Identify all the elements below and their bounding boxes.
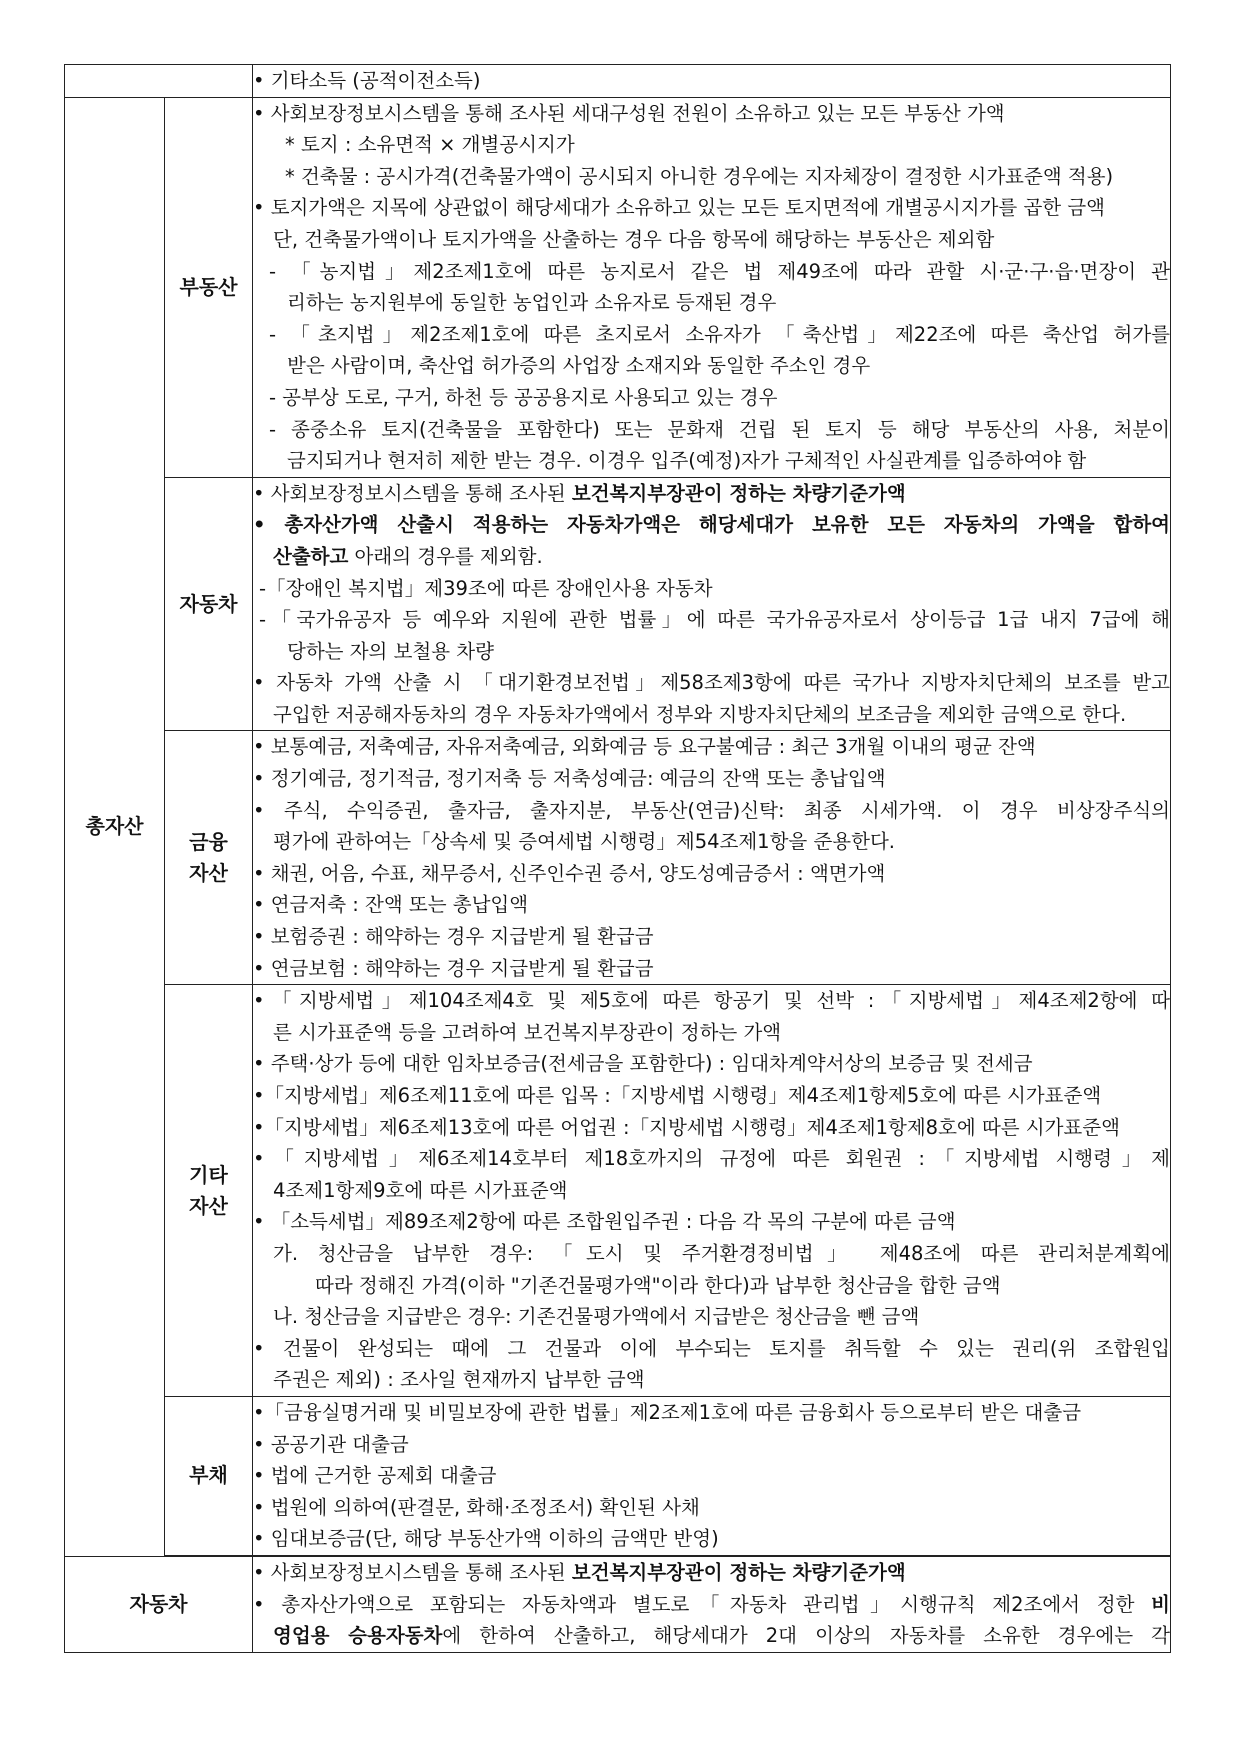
list-item: • 공공기관 대출금	[253, 1432, 409, 1456]
bold-text: 산출하고	[273, 544, 349, 568]
table-row	[65, 731, 1171, 985]
list-item: -「장애인 복지법」제39조에 따른 장애인사용 자동차	[259, 576, 713, 600]
list-item: 단, 건축물가액이나 토지가액을 산출하는 경우 다음 항목에 해당하는 부동산은 제외함	[273, 227, 995, 251]
list-item: 주권은 제외) : 조사일 현재까지 납부한 금액	[273, 1368, 645, 1392]
list-item: -「국가유공자 등 예우와 지원에 관한 법률」에 따른 국가유공자로서 상이등급 1급 내지 7급에 해	[259, 608, 1170, 632]
list-item: •「지방세법」제6조제13호에 따른 어업권 :「지방세법 시행령」제4조제1항제8호에 따른 시가표준액	[253, 1115, 1120, 1139]
label-line: 금융	[189, 829, 228, 854]
table-row	[65, 477, 1171, 731]
list-item: • 기타소득 (공적이전소득)	[253, 69, 481, 92]
table-row	[65, 97, 1171, 477]
car-asset-content	[253, 477, 1171, 731]
text-span: • 사회보장정보시스템을 통해 조사된	[253, 1560, 572, 1584]
other-assets-label	[165, 985, 253, 1397]
list-item: • 법원에 의하여(판결문, 화해·조정조서) 확인된 사채	[253, 1495, 700, 1519]
asset-criteria-table	[64, 64, 1171, 1653]
list-item: • 보험증권 : 해약하는 경우 지급받게 될 환급금	[253, 925, 654, 949]
list-item	[253, 1557, 1170, 1589]
list-item: 구입한 저공해자동차의 경우 자동차가액에서 정부와 지방자치단체의 보조금을 제외한 금액으로 한다.	[273, 702, 1127, 726]
list-item: * 건축물 : 공시가격(건축물가액이 공시되지 아니한 경우에는 지자체장이 결정한 시가표준액 적용)	[285, 164, 1114, 188]
list-item: •「지방세법」제104조제4호 및 제5호에 따른 항공기 및 선박 :「지방세법」제4조제2항에 따	[253, 989, 1170, 1013]
list-item: • 「소득세법」제89조제2항에 따른 조합원입주권 : 다음 각 목의 구분에 따른 금액	[253, 1210, 956, 1234]
list-item: •「금융실명거래 및 비밀보장에 관한 법률」제2조제1호에 따른 금융회사 등으로부터 받은 대출금	[253, 1400, 1082, 1424]
empty-label-cell	[65, 65, 253, 98]
car-content	[253, 1556, 1171, 1652]
text-span: 아래의 경우를 제외함.	[348, 544, 543, 568]
list-item: • 주식, 수익증권, 출자금, 출자지분, 부동산(연금)신탁: 최종 시세가액. 이 경우 비상장주식의	[253, 798, 1170, 822]
list-item	[253, 541, 1170, 573]
list-item: • 자동차 가액 산출 시 「대기환경보전법」제58조제3항에 따른 국가나 지방자치단체의 보조를 받고	[253, 671, 1170, 695]
label-line: 기타	[189, 1162, 228, 1187]
list-item: - 종중소유 토지(건축물을 포함한다) 또는 문화재 건립 된 토지 등 해당 부동산의 사용, 처분이	[269, 417, 1170, 441]
list-item	[253, 1620, 1170, 1652]
list-item: • 주택·상가 등에 대한 임차보증금(전세금을 포함한다) : 임대차계약서상의 보증금 및 전세금	[253, 1052, 1033, 1076]
label-line: 자산	[189, 1193, 228, 1218]
list-item: • 건물이 완성되는 때에 그 건물과 이에 부수되는 토지를 취득할 수 있는 권리(위 조합원입	[253, 1336, 1170, 1360]
table-row	[65, 1556, 1171, 1652]
list-item	[253, 478, 1170, 510]
other-assets-content	[253, 985, 1171, 1397]
list-item: 가. 청산금을 납부한 경우: 「도시 및 주거환경정비법」 제48조에 따른 관리처분계획에	[273, 1241, 1170, 1265]
list-item: • 사회보장정보시스템을 통해 조사된 세대구성원 전원이 소유하고 있는 모든 부동산 가액	[253, 101, 1005, 125]
list-item: - 공부상 도로, 구거, 하천 등 공공용지로 사용되고 있는 경우	[269, 385, 778, 409]
text-span: • 총자산가액으로 포함되는 자동차액과 별도로「자동차 관리법」시행규칙 제2조에서 정한	[253, 1592, 1152, 1616]
list-item: •「지방세법」제6조제11호에 따른 입목 :「지방세법 시행령」제4조제1항제5호에 따른 시가표준액	[253, 1084, 1102, 1107]
list-item: • 총자산가액 산출시 적용하는 자동차가액은 해당세대가 보유한 모든 자동차의 가액을 합하여	[253, 513, 1170, 537]
list-item: • 임대보증금(단, 해당 부동산가액 이하의 금액만 반영)	[253, 1527, 719, 1551]
list-item: • 연금보험 : 해약하는 경우 지급받게 될 환급금	[253, 956, 654, 980]
list-item: * 토지 : 소유면적 × 개별공시지가	[285, 133, 575, 157]
list-item: - 「초지법」제2조제1호에 따른 초지로서 소유자가 「축산법」제22조에 따른 축산업 허가를	[269, 322, 1170, 346]
total-assets-label: 총자산	[65, 97, 165, 1556]
car-label: 자동차	[65, 1556, 253, 1652]
list-item: 나. 청산금을 지급받은 경우: 기존건물평가액에서 지급받은 청산금을 뺀 금액	[273, 1305, 920, 1329]
list-item: • 보통예금, 저축예금, 자유저축예금, 외화예금 등 요구불예금 : 최근 3개월 이내의 평균 잔액	[253, 735, 1036, 759]
list-item: • 토지가액은 지목에 상관없이 해당세대가 소유하고 있는 모든 토지면적에 개별공시지가를 곱한 금액	[253, 196, 1106, 220]
text-span: 에 한하여 산출하고, 해당세대가 2대 이상의 자동차를 소유한 경우에는 각	[442, 1624, 1170, 1648]
bold-text: 보건복지부장관이 정하는 차량기준가액	[571, 481, 906, 505]
list-item: •「지방세법」제6조제14호부터 제18호까지의 규정에 따른 회원권 :「지방세법 시행령」제	[253, 1147, 1170, 1171]
list-item: • 정기예금, 정기적금, 정기저축 등 저축성예금: 예금의 잔액 또는 총납입액	[253, 767, 886, 791]
list-item	[253, 1589, 1170, 1621]
list-item: 리하는 농지원부에 동일한 농업인과 소유자로 등재된 경우	[287, 291, 777, 315]
table-row	[65, 985, 1171, 1397]
debt-label: 부채	[165, 1396, 253, 1555]
bold-text: 영업용 승용자동차	[273, 1624, 443, 1648]
financial-assets-content	[253, 731, 1171, 985]
list-item: 금지되거나 현저히 제한 받는 경우. 이경우 입주(예정)자가 구체적인 사실관계를 입증하여야 함	[287, 449, 1087, 473]
table-row	[65, 65, 1171, 98]
list-item: 른 시가표준액 등을 고려하여 보건복지부장관이 정하는 가액	[273, 1020, 782, 1044]
debt-content	[253, 1396, 1171, 1555]
bold-text: 비	[1151, 1592, 1170, 1616]
list-item: 받은 사람이며, 축산업 허가증의 사업장 소재지와 동일한 주소인 경우	[287, 354, 871, 378]
list-item: 당하는 자의 보철용 차량	[287, 639, 494, 663]
financial-assets-label	[165, 731, 253, 985]
list-item: 평가에 관하여는「상속세 및 증여세법 시행령」제54조제1항을 준용한다.	[273, 830, 896, 854]
table-row	[65, 1396, 1171, 1555]
other-income-cell	[253, 65, 1171, 98]
list-item: - 「농지법」제2조제1호에 따른 농지로서 같은 법 제49조에 따라 관할 시·군·구·읍·면장이 관	[269, 259, 1170, 283]
list-item: • 연금저축 : 잔액 또는 총납입액	[253, 893, 529, 917]
list-item: 4조제1항제9호에 따른 시가표준액	[273, 1178, 568, 1202]
list-item: 따라 정해진 가격(이하 "기존건물평가액"이라 한다)과 납부한 청산금을 합한 금액	[315, 1273, 1001, 1297]
list-item: • 채권, 어음, 수표, 채무증서, 신주인수권 증서, 양도성예금증서 : 액면가액	[253, 861, 886, 885]
car-asset-label: 자동차	[165, 477, 253, 731]
real-estate-label: 부동산	[165, 97, 253, 477]
text-span: • 사회보장정보시스템을 통해 조사된	[253, 481, 572, 505]
label-line: 자산	[189, 860, 228, 885]
real-estate-content	[253, 97, 1171, 477]
bold-text: 보건복지부장관이 정하는 차량기준가액	[571, 1560, 906, 1584]
list-item: • 법에 근거한 공제회 대출금	[253, 1464, 497, 1488]
